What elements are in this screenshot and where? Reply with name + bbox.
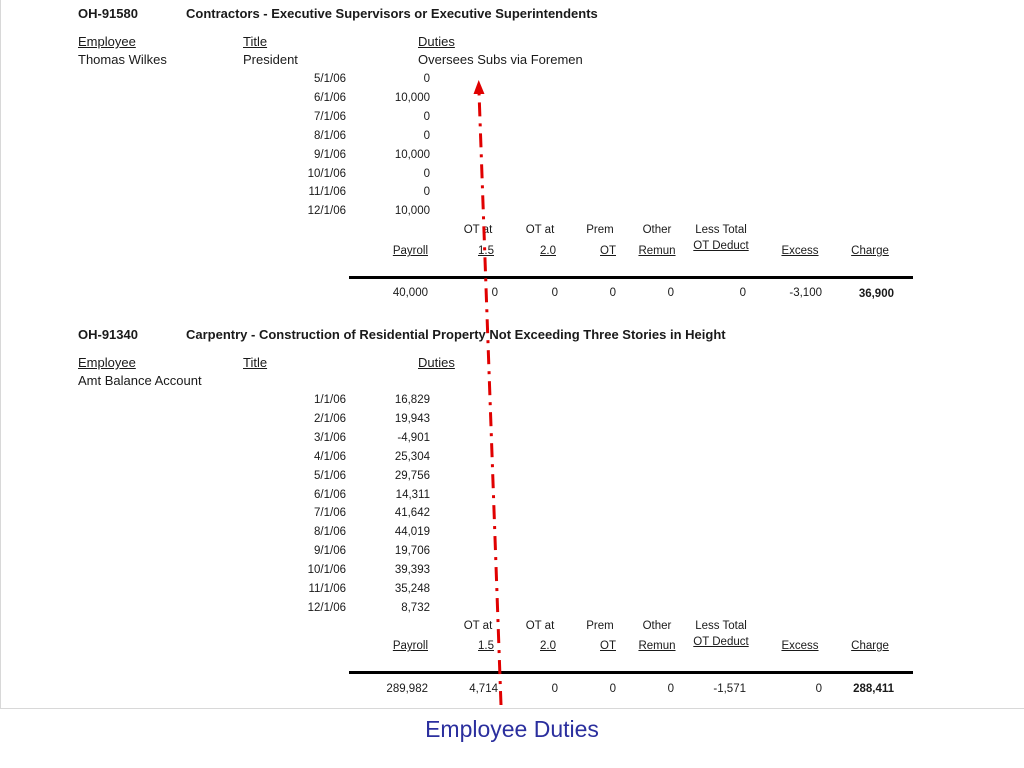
row-date: 12/1/06 [307, 205, 346, 218]
total-excess: 0 [815, 683, 822, 695]
row-date: 2/1/06 [314, 412, 346, 425]
total-ot20: 0 [551, 683, 558, 695]
row-amount: 0 [423, 186, 430, 199]
row-date: 6/1/06 [314, 91, 346, 104]
col-less-bot: OT Deduct [693, 240, 749, 252]
col-ot20-top: OT at [525, 620, 555, 632]
employee-title: President [243, 52, 298, 67]
col-excess: Excess [781, 640, 819, 652]
employee-header: Employee [78, 355, 136, 370]
row-amount: 8,732 [401, 601, 430, 614]
row-amount: -4,901 [397, 431, 430, 444]
row-date: 8/1/06 [314, 129, 346, 142]
title-header: Title [243, 34, 268, 49]
annotation-line [479, 92, 501, 705]
total-payroll: 40,000 [392, 287, 428, 299]
total-ot15: 4,714 [469, 683, 498, 695]
col-ot15-bot: 1.5 [478, 245, 494, 257]
title-header: Title [243, 355, 268, 370]
row-amount: 29,756 [394, 469, 430, 482]
duties-header: Duties [418, 355, 455, 370]
row-amount: 41,642 [394, 507, 430, 520]
row-amount: 44,019 [394, 526, 430, 539]
employee-name: Amt Balance Account [78, 373, 202, 388]
row-date: 9/1/06 [314, 545, 346, 558]
row-date: 5/1/06 [314, 73, 346, 85]
row-date: 10/1/06 [307, 167, 346, 180]
col-payroll: Payroll [392, 245, 428, 257]
section-title: Contractors - Executive Supervisors or Executive Superintendents [186, 6, 598, 21]
total-less: 0 [739, 287, 746, 299]
total-ot15: 0 [491, 287, 498, 299]
total-other: 0 [667, 683, 674, 695]
total-payroll: 289,982 [386, 683, 428, 695]
section-code: OH-91340 [78, 327, 138, 342]
row-date: 8/1/06 [314, 526, 346, 539]
row-amount: 0 [423, 129, 430, 142]
total-ot20: 0 [551, 287, 558, 299]
row-date: 3/1/06 [314, 431, 346, 444]
row-amount: 16,829 [394, 394, 430, 406]
row-date: 7/1/06 [314, 507, 346, 520]
col-charge: Charge [851, 640, 889, 652]
total-charge: 36,900 [858, 288, 894, 300]
row-amount: 25,304 [394, 450, 430, 463]
row-date: 12/1/06 [307, 601, 346, 614]
row-amount: 39,393 [394, 564, 430, 577]
total-excess: -3,100 [789, 287, 822, 299]
section-code: OH-91580 [78, 6, 138, 21]
row-date: 6/1/06 [314, 488, 346, 501]
col-other-top: Other [642, 224, 672, 236]
row-date: 11/1/06 [308, 186, 346, 199]
col-payroll: Payroll [392, 640, 428, 652]
row-amount: 0 [423, 73, 430, 85]
total-other: 0 [667, 287, 674, 299]
col-excess: Excess [781, 245, 819, 257]
employee-header: Employee [78, 34, 136, 49]
row-amount: 35,248 [394, 583, 430, 595]
arrowhead-icon [474, 80, 485, 94]
row-date: 5/1/06 [314, 469, 346, 482]
col-prem-bot: OT [600, 245, 616, 257]
row-date: 10/1/06 [307, 564, 346, 577]
row-amount: 10,000 [394, 148, 430, 161]
row-amount: 14,311 [395, 488, 430, 501]
col-less-bot: OT Deduct [693, 636, 749, 648]
col-prem-top: Prem [586, 224, 614, 236]
col-ot20-bot: 2.0 [540, 640, 556, 652]
row-amount: 10,000 [394, 205, 430, 218]
col-charge: Charge [851, 245, 889, 257]
row-amount: 10,000 [394, 91, 430, 104]
row-date: 7/1/06 [314, 110, 346, 123]
total-prem: 0 [609, 287, 616, 299]
col-ot20-bot: 2.0 [540, 245, 556, 257]
employee-duties: Oversees Subs via Foremen [418, 52, 583, 67]
col-ot15-bot: 1.5 [478, 640, 494, 652]
col-less-top: Less Total [695, 620, 747, 632]
col-other-bot: Remun [638, 640, 676, 652]
row-date: 1/1/06 [314, 394, 346, 406]
row-amount: 0 [423, 167, 430, 180]
total-less: -1,571 [713, 683, 746, 695]
row-amount: 19,706 [394, 545, 430, 558]
col-other-top: Other [642, 620, 672, 632]
slide-caption: Employee Duties [425, 716, 599, 742]
col-prem-top: Prem [586, 620, 614, 632]
row-amount: 0 [423, 110, 430, 123]
row-date: 9/1/06 [314, 148, 346, 161]
duties-header: Duties [418, 34, 455, 49]
col-less-top: Less Total [695, 224, 747, 236]
total-charge: 288,411 [853, 683, 894, 695]
col-ot15-top: OT at [463, 620, 493, 632]
col-ot15-top: OT at [463, 224, 493, 236]
row-date: 11/1/06 [308, 583, 346, 595]
col-other-bot: Remun [638, 245, 676, 257]
total-prem: 0 [609, 683, 616, 695]
employee-name: Thomas Wilkes [78, 52, 167, 67]
section-title: Carpentry - Construction of Residential Property Not Exceeding Three Stories in Height [186, 327, 726, 342]
col-prem-bot: OT [600, 640, 616, 652]
col-ot20-top: OT at [525, 224, 555, 236]
row-amount: 19,943 [394, 412, 430, 425]
row-date: 4/1/06 [314, 450, 346, 463]
